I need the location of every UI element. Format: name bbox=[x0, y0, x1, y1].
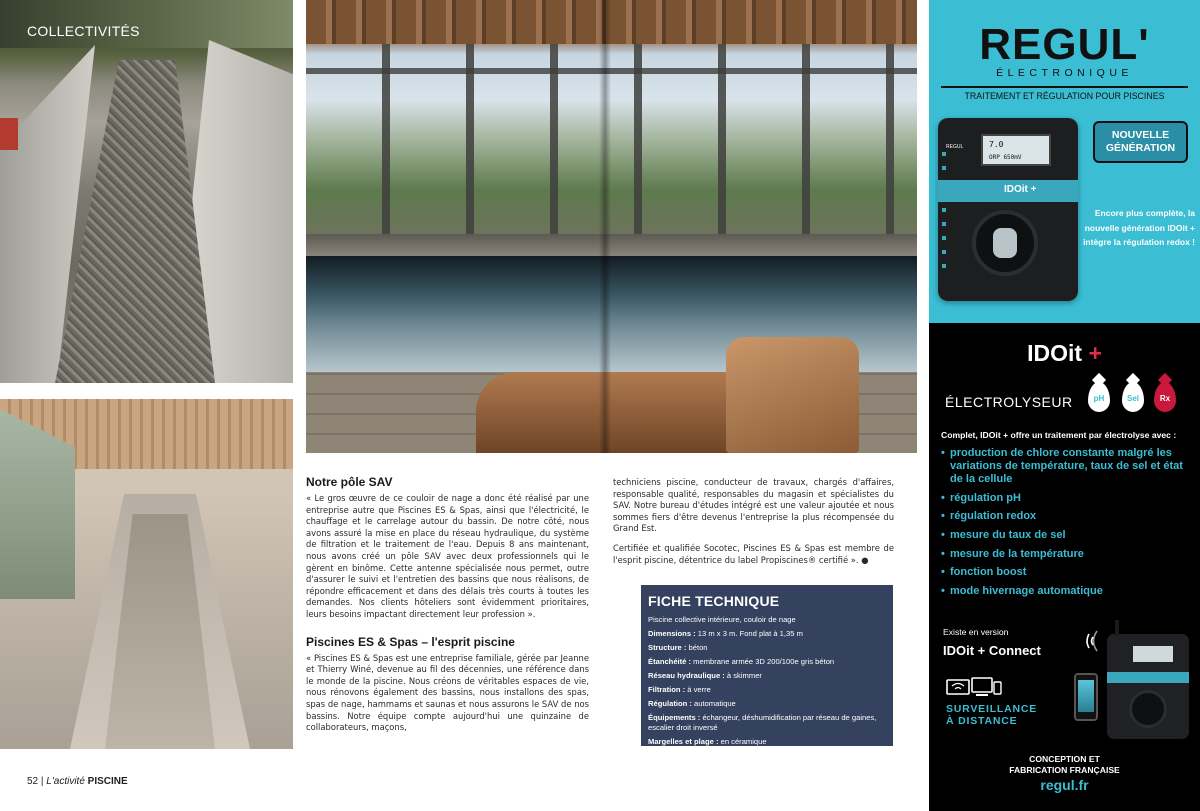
device-band bbox=[938, 180, 1078, 202]
photo-pool-interior-unfinished bbox=[0, 399, 293, 749]
regul-logo: REGUL' bbox=[979, 20, 1150, 69]
product-plus: + bbox=[1088, 340, 1102, 366]
fiche-row bbox=[648, 737, 886, 747]
fiche-row bbox=[648, 685, 886, 695]
wifi-signal-icon bbox=[1085, 628, 1101, 654]
section-heading-esprit: Piscines ES & Spas – l'esprit piscine bbox=[306, 634, 515, 649]
section-label: COLLECTIVITÉS bbox=[27, 23, 140, 39]
fiche-row bbox=[648, 671, 886, 681]
fiche-row bbox=[648, 657, 886, 667]
fiche-rows bbox=[648, 629, 886, 748]
remote-monitoring-label bbox=[946, 703, 1037, 727]
photo-lounge-cushion bbox=[476, 372, 766, 453]
certification-text: Certifiée et qualifiée Socotec, Piscines ES & Spas est membre de l'esprit piscine, détentrice du label Propiscines® certifié ». bbox=[613, 542, 894, 565]
fiche-row-value: en céramique bbox=[718, 737, 767, 747]
device-antenna bbox=[1115, 620, 1119, 636]
device2-band bbox=[1107, 672, 1189, 683]
fiche-row-label: Dimensions : bbox=[648, 629, 696, 638]
fiche-row-value: à skimmer bbox=[724, 671, 762, 680]
fiche-technique-box bbox=[641, 585, 893, 746]
article-column-left bbox=[306, 475, 589, 748]
ad-tagline: TRAITEMENT ET RÉGULATION POUR PISCINES bbox=[964, 91, 1165, 101]
magazine-name-italic: L'activité bbox=[46, 776, 85, 787]
fiche-row-label: Réseau hydraulique : bbox=[648, 671, 725, 680]
photo-pouf bbox=[726, 337, 859, 453]
device-screen-sub: ORP 650mV bbox=[989, 154, 1022, 161]
device2-screen bbox=[1133, 646, 1173, 662]
section-text-esprit: « Piscines ES & Spas est une entreprise familiale, gérée par Jeanne et Thierry Winé, devenue au fil des décennies, une référence dans le monde de la piscine. Nous créons de véritables espaces de vie, nous rénovons également des bassins, nous installons des spas, spas de nage, hammams et saunas et nous assurons le SAV de nos bassins. Notre équipe compte aujourd'hui une quinzaine de collaborateurs, maçons, bbox=[306, 652, 589, 733]
ad-promo-text: Encore plus complète, la nouvelle génération IDOit + intègre la régulation redox ! bbox=[1083, 208, 1195, 247]
idoit-connect-device-image bbox=[1107, 634, 1189, 739]
fiche-row-label: Margelles et plage : bbox=[648, 737, 719, 747]
drop-ph-label: pH bbox=[1093, 394, 1105, 403]
paragraph-team: techniciens piscine, conducteur de travaux, chargés d'affaires, responsable qualité, responsables du magasin et spécialistes du SAV. Notre bureau d'études intégré est une valeur ajoutée et nous sommes fiers d'être devenus l'entreprise la plus récompensée du Grand Est. bbox=[613, 477, 894, 534]
ad-features-intro: Complet, IDOit + offre un traitement par électrolyse avec : bbox=[941, 430, 1177, 440]
logo-underline bbox=[941, 86, 1188, 88]
device-brand: REGUL bbox=[946, 144, 964, 150]
fiche-row-label: Régulation : bbox=[648, 699, 692, 708]
photo-red-crate bbox=[0, 118, 18, 150]
regul-logo-subtitle: ÉLECTRONIQUE bbox=[996, 67, 1133, 79]
french-manufacturing-label bbox=[929, 754, 1200, 776]
drop-ph-icon bbox=[1088, 382, 1110, 412]
fiche-row-value: à verre bbox=[685, 685, 711, 694]
remote-monitoring-line2: À DISTANCE bbox=[946, 715, 1018, 727]
french-manufacturing-line1: CONCEPTION ET bbox=[1029, 754, 1100, 764]
product-name-main: IDOit bbox=[1027, 340, 1083, 366]
ad-feature-item: • fonction boost bbox=[941, 566, 1197, 579]
device-screen bbox=[981, 134, 1051, 166]
fiche-row-value: échangeur, déshumidification par réseau de gaines, escalier droit inversé bbox=[648, 713, 877, 733]
french-manufacturing-line2: FABRICATION FRANÇAISE bbox=[1009, 765, 1120, 775]
ad-feature-item: • mesure de la température bbox=[941, 548, 1197, 561]
device-screen-value: 7.0 bbox=[989, 140, 1004, 149]
drop-rx-icon bbox=[1154, 382, 1176, 412]
article-column-right bbox=[613, 477, 894, 574]
ad-features-list bbox=[941, 447, 1197, 604]
section-heading-sav: Notre pôle SAV bbox=[306, 475, 393, 489]
device-label: IDOit + bbox=[1004, 184, 1037, 195]
paragraph-certification bbox=[613, 543, 894, 566]
regul-website-link[interactable]: regul.fr bbox=[1040, 777, 1089, 793]
fiche-row-value: béton bbox=[686, 643, 708, 652]
fiche-row-label: Étanchéité : bbox=[648, 657, 692, 666]
remote-monitoring-line1: SURVEILLANCE bbox=[946, 703, 1038, 715]
photo-wood-beams bbox=[306, 0, 917, 44]
fiche-row bbox=[648, 643, 886, 653]
drop-sel-label: Sel bbox=[1126, 394, 1139, 403]
fiche-row-value: automatique bbox=[691, 699, 736, 708]
fiche-row bbox=[648, 713, 886, 734]
new-generation-badge: NOUVELLE GÉNÉRATION bbox=[1093, 121, 1188, 163]
fiche-row-label: Équipements : bbox=[648, 713, 701, 722]
product-name bbox=[929, 340, 1200, 367]
idoit-device-image bbox=[938, 118, 1078, 301]
advertisement-regul bbox=[929, 0, 1200, 811]
fiche-intro: Piscine collective intérieure, couloir de nage bbox=[648, 615, 796, 624]
ad-top-panel bbox=[929, 0, 1200, 323]
fiche-row bbox=[648, 699, 886, 709]
multi-device-icon bbox=[946, 676, 1002, 700]
fiche-row-value: 13 m x 3 m. Fond plat à 1,35 m bbox=[695, 629, 803, 638]
fiche-row-value: membrane armée 3D 200/100e gris béton bbox=[691, 657, 835, 666]
device2-pump-icon bbox=[1129, 690, 1167, 728]
page-footer bbox=[27, 776, 128, 787]
page-gutter bbox=[599, 0, 611, 453]
magazine-name bbox=[46, 776, 127, 787]
footer-separator: | bbox=[38, 776, 47, 787]
page-number: 52 bbox=[27, 776, 39, 787]
photo-construction-shell bbox=[0, 0, 293, 383]
fiche-title: FICHE TECHNIQUE bbox=[648, 593, 780, 609]
ad-feature-item: • mesure du taux de sel bbox=[941, 529, 1197, 542]
ad-feature-item: • mode hivernage automatique bbox=[941, 585, 1197, 598]
photo-finished-indoor-pool bbox=[306, 0, 917, 453]
photo-window-mullion bbox=[306, 68, 917, 74]
connect-version-name: IDOit + Connect bbox=[943, 643, 1041, 658]
magazine-name-bold: PISCINE bbox=[87, 776, 128, 787]
fiche-row-label: Filtration : bbox=[648, 685, 686, 694]
device-led-strip bbox=[942, 152, 946, 272]
drop-sel-icon bbox=[1122, 382, 1144, 412]
drop-rx-label: Rx bbox=[1159, 394, 1171, 403]
ad-feature-item: • régulation redox bbox=[941, 510, 1197, 523]
peristaltic-pump-icon bbox=[972, 210, 1038, 276]
ad-feature-item: • régulation pH bbox=[941, 492, 1197, 505]
photo-terrace bbox=[306, 234, 917, 256]
version-label: Existe en version bbox=[943, 627, 1009, 637]
fiche-row bbox=[648, 629, 886, 639]
smartphone-icon bbox=[1074, 673, 1098, 721]
section-text-sav: « Le gros œuvre de ce couloir de nage a donc été réalisé par une entreprise autre que Piscines ES & Spas, ainsi que l'électricité, le chauffage et le carrelage autour du bassin. De notre côté, nous avons assuré la mise en place du réseau hydraulique, du système de filtration et le traitement de l'eau. Depuis 8 ans maintenant, nous avons créé un pôle SAV avec deux professionnels qui le gèrent en binôme. Cette antenne spécialisée nous permet, outre d'assurer le suivi et l'entretien des bassins que nous réalisons, de répondre efficacement et dans des délais très courts à toutes les demandes. Nos clients hôteliers sont évidemment prioritaires, leurs besoins impactant directement leur profession ». bbox=[306, 493, 589, 619]
ad-feature-item: • production de chlore constante malgré les variations de température, taux de sel et état de la cellule bbox=[941, 447, 1197, 486]
electrolyseur-heading: ÉLECTROLYSEUR bbox=[945, 394, 1073, 410]
end-mark: ● bbox=[861, 554, 869, 565]
fiche-row-label: Structure : bbox=[648, 643, 687, 652]
